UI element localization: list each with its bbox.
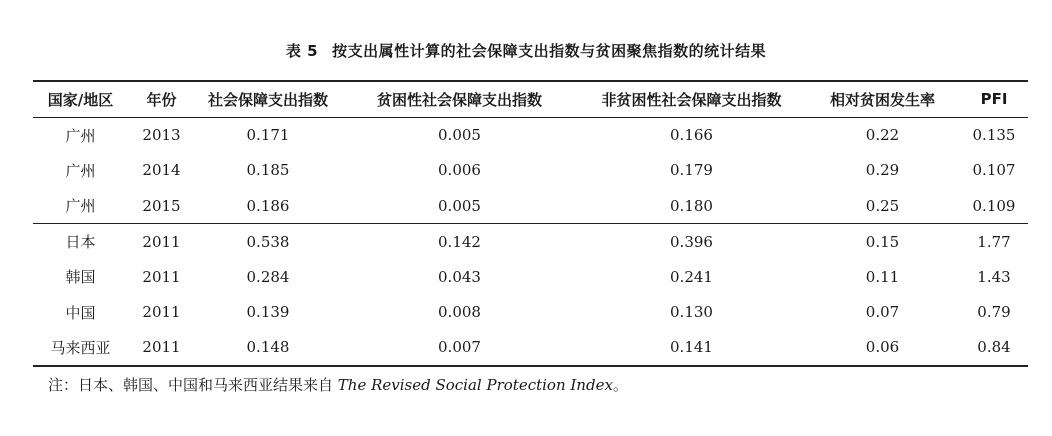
cell-poverty-rate: 0.06 bbox=[805, 330, 960, 366]
cell-pfi: 0.79 bbox=[977, 303, 1011, 322]
table-title: 按支出属性计算的社会保障支出指数与贫困聚焦指数的统计结果 bbox=[332, 42, 767, 60]
cell-nonpoverty-ssei: 0.130 bbox=[670, 303, 713, 322]
cell-ssei: 0.171 bbox=[246, 126, 290, 144]
table-row bbox=[33, 117, 1028, 153]
cell-ssei: 0.139 bbox=[246, 303, 290, 322]
cell-year: 2011 bbox=[142, 303, 181, 322]
cell-ssei: 0.538 bbox=[195, 224, 341, 260]
cell-nonpoverty-ssei: 0.166 bbox=[670, 126, 713, 144]
cell-poverty-rate: 0.07 bbox=[865, 303, 900, 322]
footnote-source-title: The Revised Social Protection Index bbox=[337, 376, 613, 394]
table-row bbox=[33, 153, 1028, 189]
cell-pfi: 0.84 bbox=[960, 330, 1028, 366]
cell-nonpoverty-ssei: 0.180 bbox=[670, 196, 713, 215]
cell-nonpoverty-ssei: 0.179 bbox=[670, 161, 713, 180]
cell-ssei: 0.186 bbox=[246, 196, 290, 215]
cell-year: 2014 bbox=[142, 161, 181, 180]
table-row bbox=[33, 188, 1028, 224]
footnote-suffix: 。 bbox=[612, 376, 628, 394]
cell-poverty-ssei: 0.142 bbox=[341, 224, 578, 260]
table-caption bbox=[0, 40, 1052, 61]
cell-region: 广州 bbox=[65, 161, 96, 180]
cell-poverty-ssei: 0.005 bbox=[438, 126, 481, 144]
cell-poverty-ssei: 0.006 bbox=[438, 161, 481, 180]
cell-year: 2013 bbox=[142, 126, 181, 144]
cell-ssei: 0.284 bbox=[246, 267, 290, 286]
column-header-year: 年份 bbox=[128, 81, 195, 117]
cell-poverty-ssei: 0.043 bbox=[438, 267, 481, 286]
table-row bbox=[33, 295, 1028, 331]
cell-year: 2015 bbox=[142, 196, 181, 215]
cell-nonpoverty-ssei: 0.141 bbox=[578, 330, 805, 366]
cell-poverty-ssei: 0.007 bbox=[341, 330, 578, 366]
cell-poverty-ssei: 0.005 bbox=[438, 196, 481, 215]
cell-region: 日本 bbox=[33, 224, 128, 260]
footnote-prefix: 注：日本、韩国、中国和马来西亚结果来自 bbox=[48, 376, 338, 394]
table-row bbox=[33, 224, 1028, 260]
cell-poverty-rate: 0.11 bbox=[865, 267, 900, 286]
column-header-poverty-ssei: 贫困性社会保障支出指数 bbox=[341, 81, 578, 117]
table-row bbox=[33, 330, 1028, 366]
cell-pfi: 1.43 bbox=[977, 267, 1011, 286]
cell-pfi: 0.107 bbox=[972, 161, 1016, 180]
cell-ssei: 0.148 bbox=[195, 330, 341, 366]
column-header-nonpoverty-ssei: 非贫困性社会保障支出指数 bbox=[578, 81, 805, 117]
cell-region: 中国 bbox=[65, 303, 96, 322]
column-header-pfi: PFI bbox=[960, 81, 1028, 117]
table-footnote bbox=[48, 374, 628, 395]
statistics-table bbox=[33, 80, 1028, 367]
cell-poverty-rate: 0.25 bbox=[865, 196, 900, 215]
column-header-poverty-rate: 相对贫困发生率 bbox=[805, 81, 960, 117]
column-header-region: 国家/地区 bbox=[33, 81, 128, 117]
cell-pfi: 1.77 bbox=[960, 224, 1028, 260]
cell-nonpoverty-ssei: 0.241 bbox=[670, 267, 713, 286]
table-number: 表 5 bbox=[285, 42, 319, 60]
cell-poverty-rate: 0.29 bbox=[865, 161, 900, 180]
cell-region: 马来西亚 bbox=[33, 330, 128, 366]
cell-poverty-rate: 0.15 bbox=[805, 224, 960, 260]
column-header-ssei: 社会保障支出指数 bbox=[195, 81, 341, 117]
cell-region: 韩国 bbox=[65, 268, 96, 287]
cell-year: 2011 bbox=[128, 330, 195, 366]
cell-region: 广州 bbox=[65, 197, 96, 215]
cell-pfi: 0.109 bbox=[972, 196, 1016, 215]
cell-nonpoverty-ssei: 0.396 bbox=[578, 224, 805, 260]
table-header-row bbox=[33, 81, 1028, 117]
cell-poverty-rate: 0.22 bbox=[865, 126, 900, 144]
table-row bbox=[33, 259, 1028, 295]
cell-pfi: 0.135 bbox=[972, 126, 1016, 144]
cell-poverty-ssei: 0.008 bbox=[438, 303, 481, 322]
cell-region: 广州 bbox=[65, 126, 96, 145]
cell-ssei: 0.185 bbox=[246, 161, 290, 180]
cell-year: 2011 bbox=[142, 267, 181, 286]
cell-year: 2011 bbox=[128, 224, 195, 260]
